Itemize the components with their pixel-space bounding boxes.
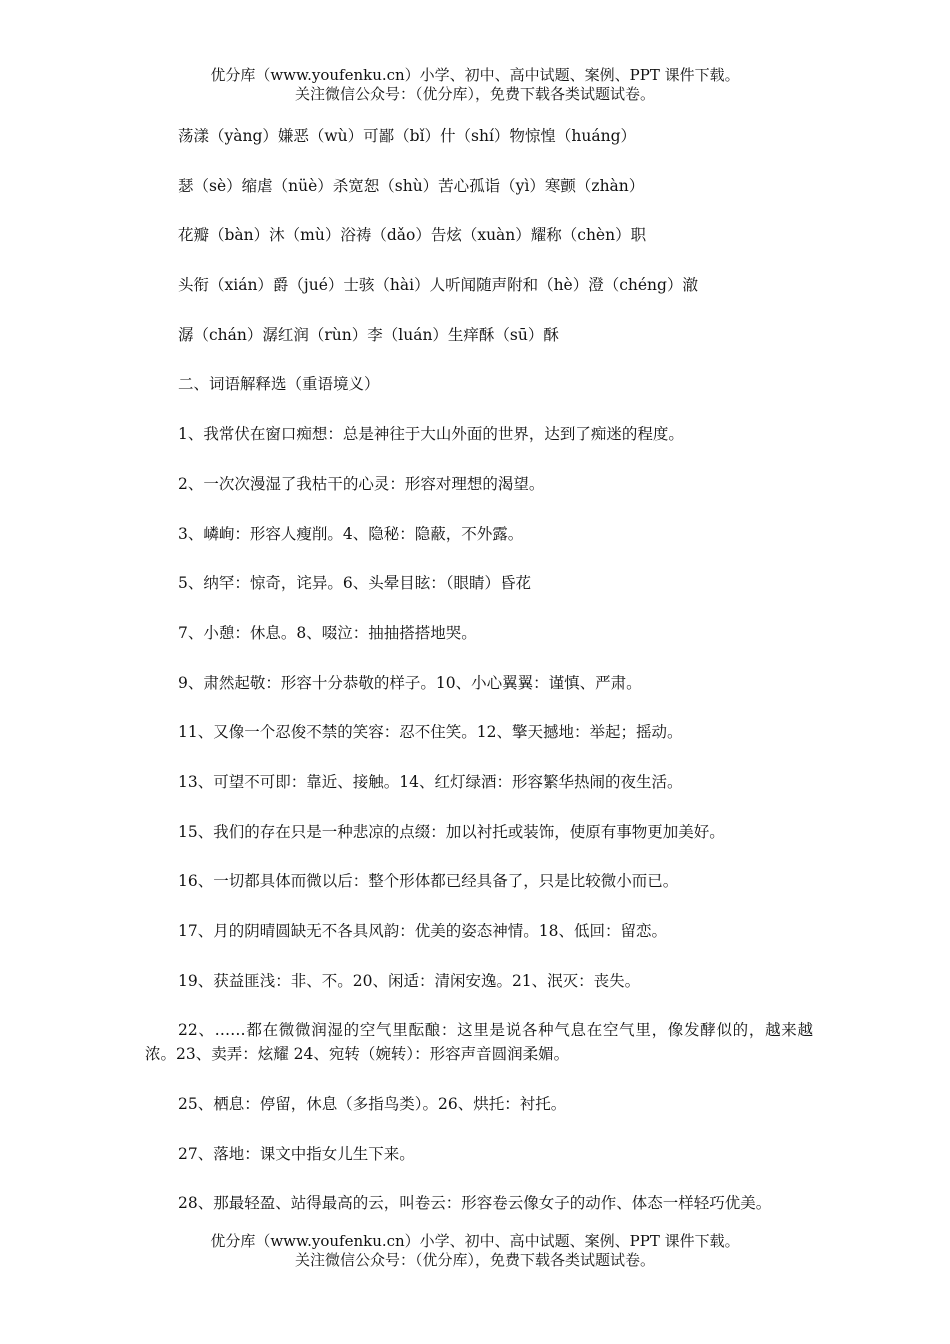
pinyin-line-3: 花瓣（bàn）沐（mù）浴祷（dǎo）告炫（xuàn）耀称（chèn）职 [178,226,647,245]
definition-item: 7、小憩：休息。8、啜泣：抽抽搭搭地哭。 [178,623,477,642]
definition-item: 2、一次次漫湿了我枯干的心灵：形容对理想的渴望。 [178,474,545,493]
definition-item: 27、落地：课文中指女儿生下来。 [178,1144,415,1163]
definition-item: 19、获益匪浅：非、不。20、闲适：清闲安逸。21、泯灭：丧失。 [178,971,641,990]
page-header [0,66,950,104]
section-heading: 二、词语解释选（重语境义） [178,375,380,394]
pinyin-line-4: 头衔（xián）爵（jué）士骇（hài）人听闻随声附和（hè）澄（chéng）澈 [178,276,698,295]
pinyin-line-2: 瑟（sè）缩虐（nüè）杀宽恕（shù）苦心孤诣（yì）寒颤（zhàn） [178,176,645,195]
page-footer [0,1232,950,1270]
footer-site-line: 优分库（www.youfenku.cn）小学、初中、高中试题、案例、PPT 课件下载。 [210,1232,740,1250]
pinyin-line-5: 潺（chán）潺红润（rùn）李（luán）生痒酥（sū）酥 [178,325,559,344]
document-body [145,124,813,1241]
definition-item: 9、肃然起敬：形容十分恭敬的样子。10、小心翼翼：谨慎、严肃。 [178,673,642,692]
definition-item: 3、嶙峋：形容人瘦削。4、隐秘：隐蔽，不外露。 [178,524,524,543]
definition-item: 17、月的阴晴圆缺无不各具风韵：优美的姿态神情。18、低回：留恋。 [178,922,667,940]
definition-item: 15、我们的存在只是一种悲凉的点缀：加以衬托或装饰，使原有事物更加美好。 [178,822,725,841]
definition-item: 1、我常伏在窗口痴想：总是神往于大山外面的世界，达到了痴迷的程度。 [178,425,684,444]
footer-wechat-line: 关注微信公众号：（优分库），免费下载各类试题试卷。 [294,1251,655,1269]
definition-item: 16、一切都具体而微以后：整个形体都已经具备了，只是比较微小而已。 [178,872,679,891]
definition-item: 25、栖息：停留，休息（多指鸟类）。26、烘托：衬托。 [178,1095,567,1114]
definition-item: 13、可望不可即：靠近、接触。14、红灯绿酒：形容繁华热闹的夜生活。 [178,772,683,791]
definition-item: 28、那最轻盈、站得最高的云，叫卷云：形容卷云像女子的动作、体态一样轻巧优美。 [178,1194,772,1213]
definition-item: 11、又像一个忍俊不禁的笑容：忍不住笑。12、擎天撼地：举起；摇动。 [178,723,683,742]
definition-item: 22、……都在微微润湿的空气里酝酿：这里是说各种气息在空气里，像发酵似的，越来越浓。23、卖弄：炫耀 24、宛转（婉转）：形容声音圆润柔媚。 [145,1021,813,1064]
header-site-line: 优分库（www.youfenku.cn）小学、初中、高中试题、案例、PPT 课件下载。 [210,66,740,84]
header-wechat-line: 关注微信公众号：（优分库），免费下载各类试题试卷。 [294,85,655,103]
definition-item: 5、纳罕：惊奇，诧异。6、头晕目眩：（眼睛）昏花 [178,574,531,593]
pinyin-line-1: 荡漾（yàng）嫌恶（wù）可鄙（bǐ）什（shí）物惊惶（huáng） [178,127,637,145]
